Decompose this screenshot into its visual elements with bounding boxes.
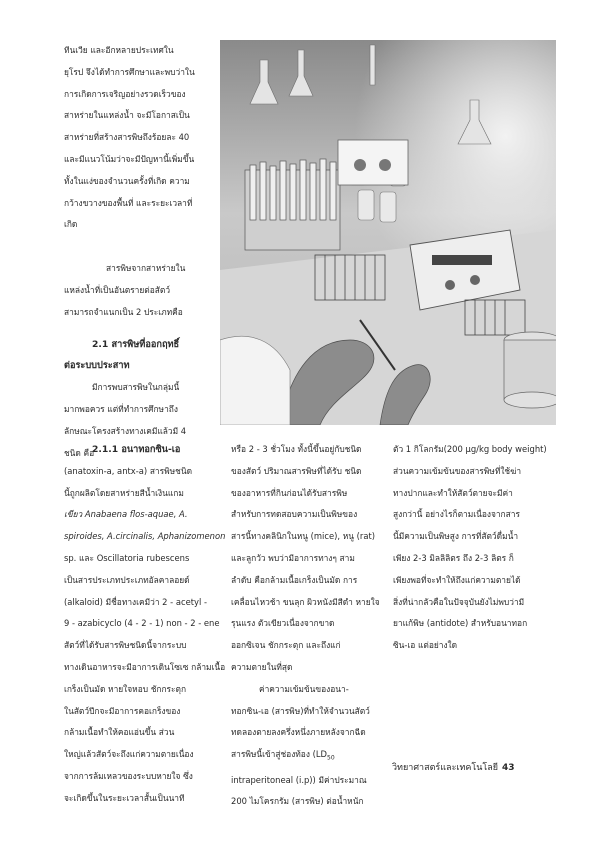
text-line: สารพิษจากสาหร่ายใน bbox=[106, 263, 186, 274]
text-line: และลูกวัว พบว่ามีอาการทางๆ สาม bbox=[231, 552, 355, 563]
body-column-2 bbox=[231, 439, 380, 813]
text-line: การเกิดการเจริญอย่างรวดเร็วของ bbox=[64, 88, 186, 99]
page-number: 43 bbox=[502, 763, 515, 773]
text-line: ทอกซิน-เอ (สารพิษ)ที่ทำให้จำนวนสัตว์ bbox=[231, 705, 370, 716]
page-footer bbox=[392, 760, 515, 774]
section-heading: 2.1 สารพิษที่ออกฤทธิ์ bbox=[92, 338, 180, 350]
intro-column bbox=[64, 40, 214, 464]
body-column-3 bbox=[393, 439, 553, 657]
text-line: ยาแก้พิษ (antidote) สำหรับอนาทอก bbox=[393, 618, 528, 629]
text-line: ส่วนความเข้มข้นของสารพิษที่ใช้ฆ่า bbox=[393, 465, 522, 476]
text-line: spiroides, A.circinalis, Aphanizomenon bbox=[64, 531, 226, 542]
text-line: ความตายในที่สุด bbox=[231, 661, 293, 672]
text-line: ตัว 1 กิโลกรัม(200 μg/kg body weight) bbox=[393, 444, 547, 454]
laboratory-photo-image bbox=[220, 40, 556, 425]
text-line: ลักษณะโครงสร้างทางเคมีแล้วมี 4 bbox=[64, 425, 187, 436]
text-line: ทดลองตายลงครึ่งหนึ่งภายหลังจากฉีด bbox=[231, 727, 366, 738]
text-line: จะเกิดขึ้นในระยะเวลาสั้นเป็นนาที bbox=[64, 792, 185, 803]
footer-journal-title: วิทยาศาสตร์และเทคโนโลยี bbox=[392, 763, 499, 773]
text-line: 9 - azabicyclo (4 - 2 - 1) non - 2 - ene bbox=[64, 618, 220, 629]
text-line: เกร็งเป็นมัด หายใจหอบ ชักกระตุก bbox=[64, 683, 187, 694]
text-line: ทางเดินอาหารจะมีอาการเดินโซเซ กล้ามเนื้อ bbox=[64, 661, 226, 672]
body-column-1 bbox=[64, 439, 226, 810]
text-line: ทางปากและทำให้สัตว์ตายจะมีค่า bbox=[393, 487, 513, 498]
text-line: ในสัตว์ปีกจะมีอาการคอเกร็งของ bbox=[64, 705, 181, 716]
text-line: 200 ไมโครกรัม (สารพิษ) ต่อน้ำหนัก bbox=[231, 796, 364, 807]
text-line: เคลื่อนไหวช้า ขนลุก ผิวหนังมีสีดำ หายใจ bbox=[231, 596, 380, 607]
text-line: ของอาหารที่กินก่อนได้รับสารพิษ bbox=[231, 487, 348, 498]
text-line: ซิน-เอ แต่อย่างใด bbox=[393, 640, 458, 651]
text-line: ของสัตว์ ปริมาณสารพิษที่ได้รับ ชนิด bbox=[231, 465, 362, 476]
text-line: รุนแรง ตัวเขียวเนื่องจากขาด bbox=[231, 618, 335, 629]
intro-paragraph bbox=[64, 40, 214, 236]
ld-subscript: 50 bbox=[327, 754, 335, 762]
text-line: สำหรับการทดสอบความเป็นพิษของ bbox=[231, 509, 358, 520]
text-line: นี้ถูกผลิตโดยสาหร่ายสีน้ำเงินแกม bbox=[64, 487, 184, 498]
section-heading-cont: ต่อระบบประสาท bbox=[64, 360, 130, 372]
text-line: มากพอควร แต่ที่ทำการศึกษาถึง bbox=[64, 403, 178, 414]
text-line: ยุโรป จึงได้ทำการศึกษาและพบว่าใน bbox=[64, 66, 195, 77]
subsection-heading: 2.1.1 อนาทอกซิน-เอ bbox=[92, 444, 181, 455]
text-line: sp. และ Oscillatoria rubescens bbox=[64, 552, 190, 563]
text-line: เกิด bbox=[64, 219, 78, 230]
text-line: เพียง 2-3 มิลลิลิตร ถึง 2-3 ลิตร ก็ bbox=[393, 552, 514, 563]
text-line: ชนิด คือ bbox=[64, 447, 95, 458]
text-line: จากการล้มเหลวของระบบหายใจ ซึ่ง bbox=[64, 770, 193, 781]
text-line: เขียว Anabaena flos-aquae, A. bbox=[64, 509, 188, 520]
classification-paragraph bbox=[64, 258, 214, 323]
text-line: ใหญ่แล้วสัตว์จะถึงแก่ความตายเนื่อง bbox=[64, 749, 194, 760]
text-line: เพียงพอที่จะทำให้ถึงแก่ความตายได้ bbox=[393, 574, 521, 585]
text-line: สูงกว่านี้ อย่างไรก็ตามเนื่องจากสาร bbox=[393, 509, 520, 520]
ld-label: LD bbox=[315, 749, 327, 760]
text-line: (alkaloid) มีชื่อทางเคมีว่า 2 - acetyl - bbox=[64, 596, 208, 607]
text-line: กว้างขวางของพื้นที่ และระยะเวลาที่ bbox=[64, 197, 193, 208]
text-line: สัตว์ที่ได้รับสารพิษชนิดนี้จากระบบ bbox=[64, 640, 187, 651]
text-line: (anatoxin-a, antx-a) สารพิษชนิด bbox=[64, 465, 193, 476]
text-line: แหล่งน้ำที่เป็นอันตรายต่อสัตว์ bbox=[64, 284, 171, 295]
text-line: หรือ 2 - 3 ชั่วโมง ทั้งนี้ขึ้นอยู่กับชนิด bbox=[231, 444, 362, 454]
text-line: intraperitoneal (i.p)) มีค่าประมาณ bbox=[231, 774, 367, 785]
text-line: สิ่งที่น่ากลัวคือในปัจจุบันยังไม่พบว่ามี bbox=[393, 596, 525, 607]
text-line: ทีนเวีย และอีกหลายประเทศใน bbox=[64, 45, 174, 55]
text-line: มีการพบสารพิษในกลุ่มนี้ bbox=[92, 382, 180, 393]
text-line: สาหร่ายในแหล่งน้ำ จะมีโอกาสเป็น bbox=[64, 110, 190, 121]
text-line: ลำดับ คือกล้ามเนื้อเกร็งเป็นมัด การ bbox=[231, 574, 358, 585]
text-line: ค่าความเข้มข้นของอนา- bbox=[259, 683, 349, 694]
text-line: สาหร่ายที่สร้างสารพิษถึงร้อยละ 40 bbox=[64, 132, 190, 143]
text-fragment: สารพิษนี้เข้าสู่ช่องท้อง bbox=[231, 749, 310, 760]
text-line: ทั้งในแง่ของจำนวนครั้งที่เกิด ความ bbox=[64, 175, 190, 186]
text-line: กล้ามเนื้อทำให้คอแอ่นขึ้น ส่วน bbox=[64, 727, 175, 738]
text-line: สารพิษนี้เข้าสู่ช่องท้อง ($LD_{50}$ bbox=[231, 749, 335, 762]
text-line: นี้มีความเป็นพิษสูง การที่สัตว์ดื่มน้ำ bbox=[393, 531, 519, 542]
laboratory-photo bbox=[220, 40, 556, 425]
text-line: และมีแนวโน้มว่าจะมีปัญหานี้เพิ่มขึ้น bbox=[64, 153, 195, 164]
text-line: สามารถจำแนกเป็น 2 ประเภทคือ bbox=[64, 306, 183, 317]
text-line: ออกซิเจน ชักกระตุก และถึงแก่ bbox=[231, 640, 341, 651]
text-line: เป็นสารประเภทประเภทอัลคาลอยด์ bbox=[64, 574, 190, 585]
text-line: สารนี้ทางคลินิกในหนู (mice), หนู (rat) bbox=[231, 531, 376, 542]
